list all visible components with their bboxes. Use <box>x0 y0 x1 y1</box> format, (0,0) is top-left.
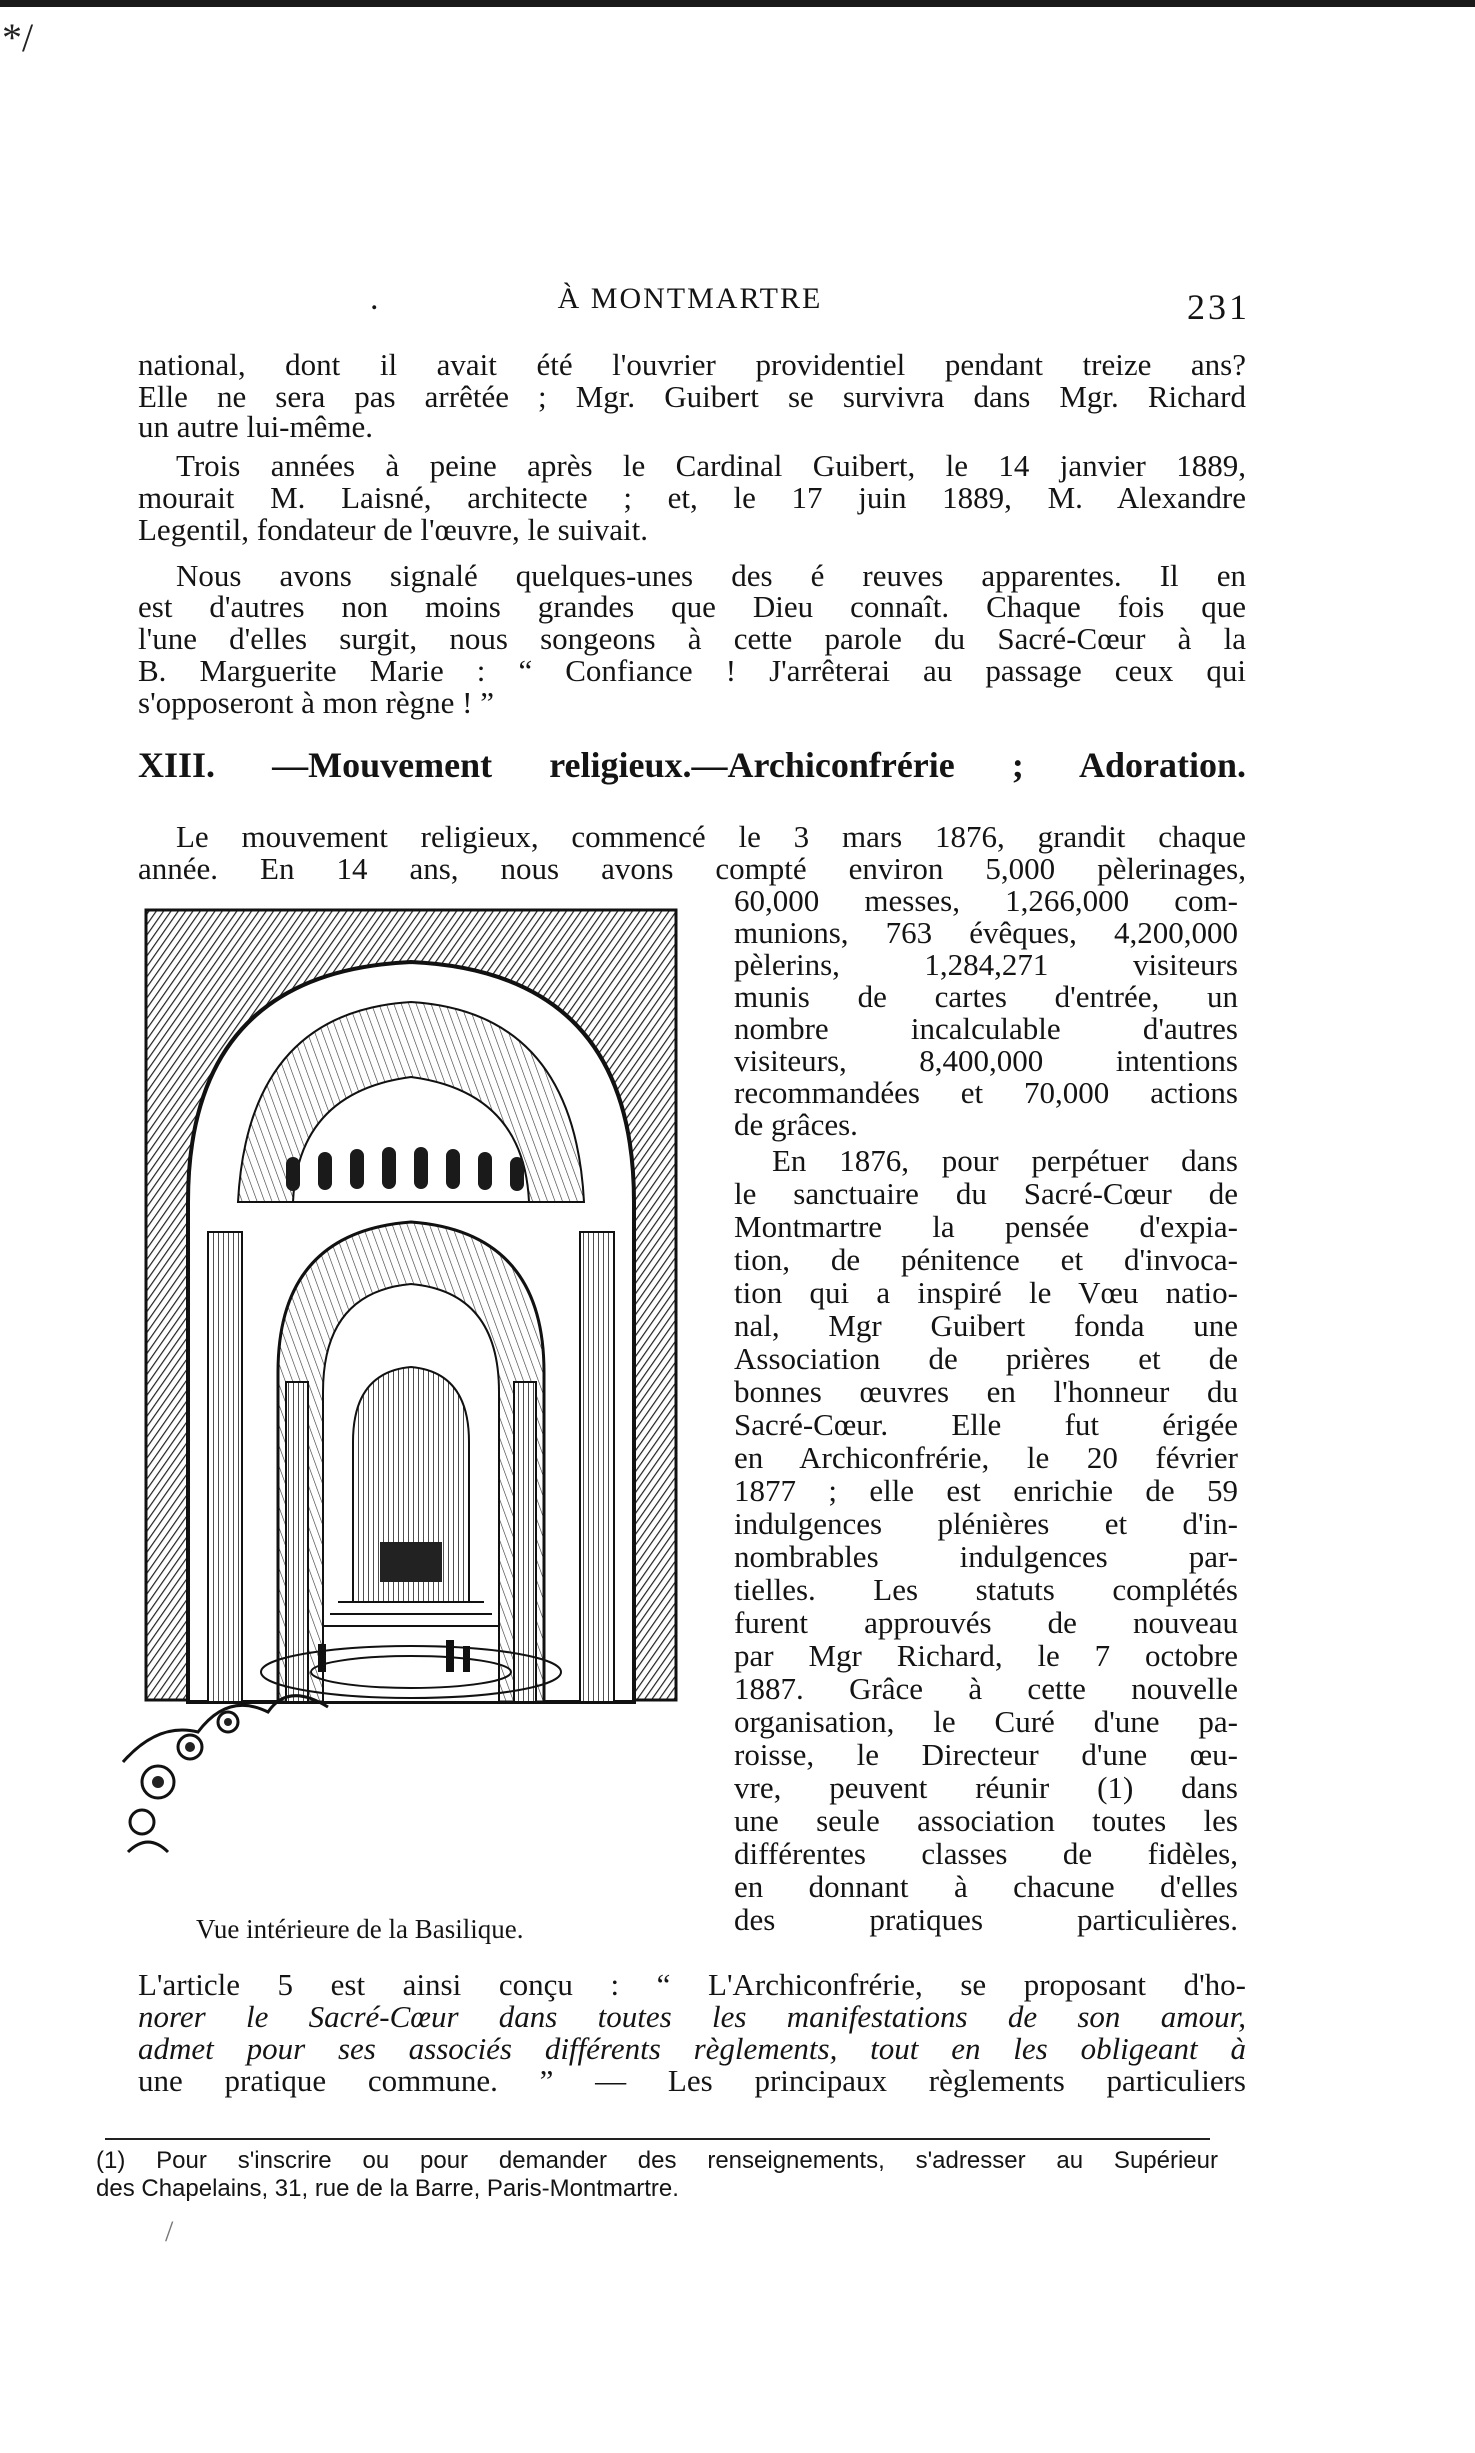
text-line: est d'autres non moins grandes que Dieu connaît. Chaque fois que <box>138 589 1246 624</box>
text-line: des pratiques particulières. <box>734 1902 1238 1937</box>
text-line: pèlerins, 1,284,271 visiteurs <box>734 947 1238 982</box>
text-line: 1887. Grâce à cette nouvelle <box>734 1671 1238 1706</box>
text-line: Association de prières et de <box>734 1341 1238 1376</box>
text-line: norer le Sacré-Cœur dans toutes les manifestations de son amour, <box>138 1999 1246 2034</box>
footnote-line: des Chapelains, 31, rue de la Barre, Paris-Montmartre. <box>96 2175 679 2202</box>
text-line: Nous avons signalé quelques-unes des é reuves apparentes. Il en <box>176 558 1246 593</box>
text-line: Trois années à peine après le Cardinal Guibert, le 14 janvier 1889, <box>176 448 1246 483</box>
text-line: Elle ne sera pas arrêtée ; Mgr. Guibert se survivra dans Mgr. Richard <box>138 379 1246 414</box>
stray-mark: / <box>165 2215 174 2248</box>
text-line: furent approuvés de nouveau <box>734 1605 1238 1640</box>
text-line: mourait M. Laisné, architecte ; et, le 17 juin 1889, M. Alexandre <box>138 480 1246 515</box>
section-heading: XIII. —Mouvement religieux.—Archiconfrérie ; Adoration. <box>138 745 1246 785</box>
text-line: un autre lui-même. <box>138 409 373 444</box>
corner-mark: */ <box>2 15 34 60</box>
text-line: en Archiconfrérie, le 20 février <box>734 1440 1238 1475</box>
text-line: munis de cartes d'entrée, un <box>734 979 1238 1014</box>
running-head-title: À MONTMARTRE <box>557 282 823 315</box>
text-line: nombrables indulgences par- <box>734 1539 1238 1574</box>
text-line: vre, peuvent réunir (1) dans <box>734 1770 1238 1805</box>
text-line: Sacré-Cœur. Elle fut érigée <box>734 1407 1238 1442</box>
text-line: 60,000 messes, 1,266,000 com- <box>734 883 1238 918</box>
text-line: une seule association toutes les <box>734 1803 1238 1838</box>
figure-caption: Vue intérieure de la Basilique. <box>196 1914 524 1944</box>
text-line: l'une d'elles surgit, nous songeons à cette parole du Sacré-Cœur à la <box>138 621 1246 656</box>
text-line: bonnes œuvres en l'honneur du <box>734 1374 1238 1409</box>
text-line: admet pour ses associés différents règlements, tout en les obligeant à <box>138 2031 1246 2066</box>
scan-edge-rule <box>0 0 1475 7</box>
text-line: de grâces. <box>734 1107 858 1142</box>
page-number: 231 <box>1187 287 1250 327</box>
text-line: national, dont il avait été l'ouvrier providentiel pendant treize ans? <box>138 347 1246 382</box>
text-line: B. Marguerite Marie : “ Confiance ! J'arrêterai au passage ceux qui <box>138 653 1246 688</box>
text-line: L'article 5 est ainsi conçu : “ L'Archiconfrérie, se proposant d'ho- <box>138 1967 1246 2002</box>
text-line: tion, de pénitence et d'invoca- <box>734 1242 1238 1277</box>
text-line: nal, Mgr Guibert fonda une <box>734 1308 1238 1343</box>
text-line: Le mouvement religieux, commencé le 3 mars 1876, grandit chaque <box>176 819 1246 854</box>
text-line: différentes classes de fidèles, <box>734 1836 1238 1871</box>
text-line: En 1876, pour perpétuer dans <box>772 1143 1238 1178</box>
footnote-line: (1) Pour s'inscrire ou pour demander des renseignements, s'adresser au Supérieur <box>96 2147 1218 2174</box>
text-line: tion qui a inspiré le Vœu natio- <box>734 1275 1238 1310</box>
text-line: munions, 763 évêques, 4,200,000 <box>734 915 1238 950</box>
text-line: le sanctuaire du Sacré-Cœur de <box>734 1176 1238 1211</box>
text-line: tielles. Les statuts complétés <box>734 1572 1238 1607</box>
text-line: visiteurs, 8,400,000 intentions <box>734 1043 1238 1078</box>
basilica-interior-engraving <box>118 902 698 1862</box>
text-line: 1877 ; elle est enrichie de 59 <box>734 1473 1238 1508</box>
text-line: année. En 14 ans, nous avons compté environ 5,000 pèlerinages, <box>138 851 1246 886</box>
running-head <box>130 272 1250 327</box>
footnote-rule <box>105 2138 1210 2140</box>
text-line: en donnant à chacune d'elles <box>734 1869 1238 1904</box>
text-line: roisse, le Directeur d'une œu- <box>734 1737 1238 1772</box>
text-line: recommandées et 70,000 actions <box>734 1075 1238 1110</box>
running-head-dot: . <box>370 280 379 317</box>
text-line: une pratique commune. ” — Les principaux règlements particuliers <box>138 2063 1246 2098</box>
text-line: par Mgr Richard, le 7 octobre <box>734 1638 1238 1673</box>
text-line: Montmartre la pensée d'expia- <box>734 1209 1238 1244</box>
text-line: organisation, le Curé d'une pa- <box>734 1704 1238 1739</box>
text-line: indulgences plénières et d'in- <box>734 1506 1238 1541</box>
text-line: s'opposeront à mon règne ! ” <box>138 685 494 720</box>
text-line: nombre incalculable d'autres <box>734 1011 1238 1046</box>
text-line: Legentil, fondateur de l'œuvre, le suivait. <box>138 512 649 547</box>
